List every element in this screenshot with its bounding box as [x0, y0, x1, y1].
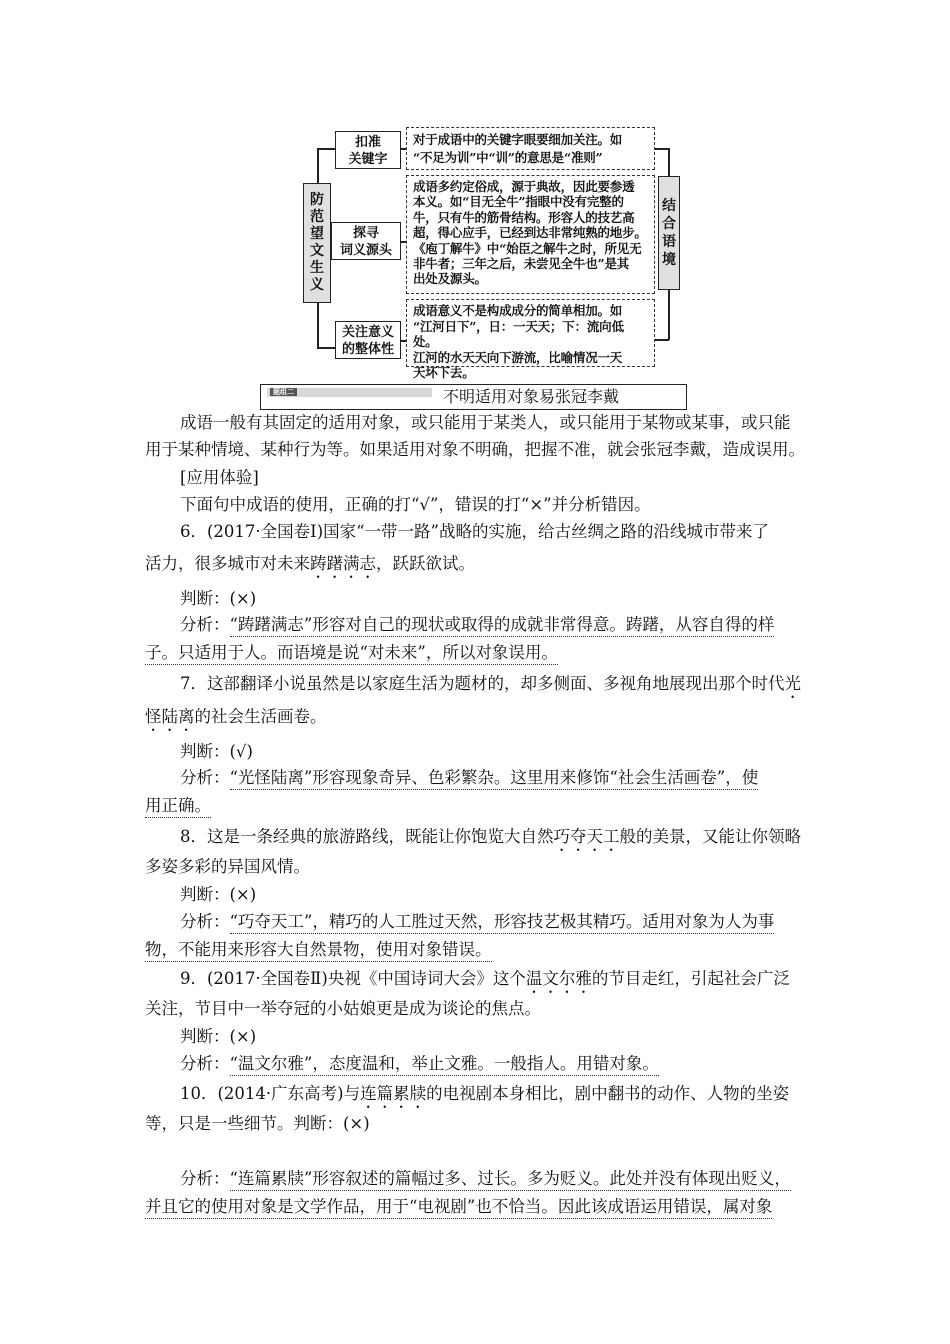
q7-analysis-2: 用正确。 — [145, 795, 211, 817]
q10-idiom: 连篇累牍 — [360, 1084, 427, 1103]
panel-keyword: 对于成语中的关键字眼要细加关注。如 “不足为训”中“训”的意思是“准则” — [406, 127, 655, 170]
q10-stem-2: 等，只是一些细节。判断：(×) — [145, 1114, 370, 1133]
diagram-right-label: 结合语境 — [658, 176, 680, 290]
q7-stem-1: 7．这部翻译小说虽然是以家庭生活为题材的，却多侧面、多视角地展现出那个时代光 — [180, 674, 801, 693]
q9-judge: 判断：(×) — [180, 1027, 257, 1046]
q8-stem-1: 8．这是一条经典的旅游路线，既能让你饱览大自然巧夺天工般的美景，又能让你领略 — [180, 827, 801, 846]
node-origin: 探寻 词义源头 — [331, 222, 401, 260]
panel-whole-meaning: 成语意义不是构成成分的简单相加。如 “江河日下”，日：一天天；下：流向低处。 江河的水天天向下游流，比喻情况一天 天坏下去。 — [406, 299, 655, 367]
section-heading — [260, 384, 687, 410]
q9-stem-1: 9．(2017·全国卷Ⅱ)央视《中国诗词大会》这个温文尔雅的节目走红，引起社会广泛 — [180, 969, 790, 988]
q6-stem-2: 活力，很多城市对未来踌躇满志，跃跃欲试。 — [145, 554, 475, 573]
section-title: 不明适用对象易张冠李戴 — [443, 387, 620, 406]
intro-line-2: 用于某种情境、某种行为等。如果适用对象不明确，把握不准，就会张冠李戴，造成误用。 — [145, 440, 805, 459]
q6-idiom: 踌躇满志 — [310, 554, 376, 573]
q6-analysis-1: 分析：“踌躇满志”形容对自己的现状或取得的成就非常得意。踌躇，从容自得的样 — [180, 614, 774, 636]
q7-stem-2: 怪陆离的社会生活画卷。 — [145, 707, 327, 726]
section-label: [应用体验] — [180, 468, 259, 487]
q9-stem-2: 关注，节目中一举夺冠的小姑娘更是成为谈论的焦点。 — [145, 999, 541, 1018]
q7-judge: 判断：(√) — [180, 742, 253, 761]
q8-idiom: 巧夺天工 — [553, 827, 620, 846]
intro-line-1: 成语一般有其固定的适用对象，或只能用于某类人，或只能用于某物或某事，或只能 — [180, 413, 791, 432]
q9-analysis-1: 分析：“温文尔雅”，态度温和，举止文雅。一般指人。用错对象。 — [180, 1053, 659, 1075]
q6-stem-1: 6．(2017·全国卷Ⅰ)国家“一带一路”战略的实施，给古丝绸之路的沿线城市带来了 — [180, 522, 769, 541]
q10-stem-1: 10．(2014·广东高考)与连篇累牍的电视剧本身相比，剧中翻书的动作、人物的坐姿 — [180, 1084, 790, 1103]
q10-analysis-2: 并且它的使用对象是文学作品，用于“电视剧”也不恰当。因此该成语运用错误，属对象 — [145, 1196, 772, 1218]
q8-analysis-2: 物，不能用来形容大自然景物，使用对象错误。 — [145, 939, 492, 961]
q8-judge: 判断：(×) — [180, 885, 257, 904]
panel-origin: 成语多约定俗成，源于典故，因此要参透 本义。如“目无全牛”指眼中没有完整的 牛，只有牛的筋骨结构。形容人的技艺高 超，得心应手，已经到达非常纯熟的地步。 《庖丁解牛》中“始臣之解牛之时，所见无 非牛者；三年之后，未尝见全牛也”是其 出处及源头。 — [406, 175, 655, 294]
q7-analysis-1: 分析：“光怪陆离”形容现象奇异、色彩繁杂。这里用来修饰“社会生活画卷”，使 — [180, 767, 758, 789]
q8-analysis-1: 分析：“巧夺天工”，精巧的人工胜过天然，形容技艺极其精巧。适用对象为人为事 — [180, 911, 774, 933]
q10-analysis-1: 分析：“连篇累牍”形容叙述的篇幅过多、过长。多为贬义。此处并没有体现出贬义， — [180, 1168, 791, 1190]
q7-idiom: 怪陆离 — [145, 707, 195, 726]
q6-judge: 判断：(×) — [180, 589, 257, 608]
q6-analysis-2: 子。只适用于人。而语境是说“对未来”，所以对象误用。 — [145, 642, 558, 664]
group-tag: 题组二 — [267, 388, 432, 397]
instruction: 下面句中成语的使用，正确的打“√”，错误的打“×”并分析错因。 — [180, 495, 651, 514]
node-whole-meaning: 关注意义 的整体性 — [335, 321, 401, 359]
q9-idiom: 温文尔雅 — [525, 969, 592, 988]
q8-stem-2: 多姿多彩的异国风情。 — [145, 857, 310, 876]
node-keyword: 扣准 关键字 — [335, 131, 401, 169]
diagram-left-label: 防范望文生义 — [303, 183, 331, 303]
